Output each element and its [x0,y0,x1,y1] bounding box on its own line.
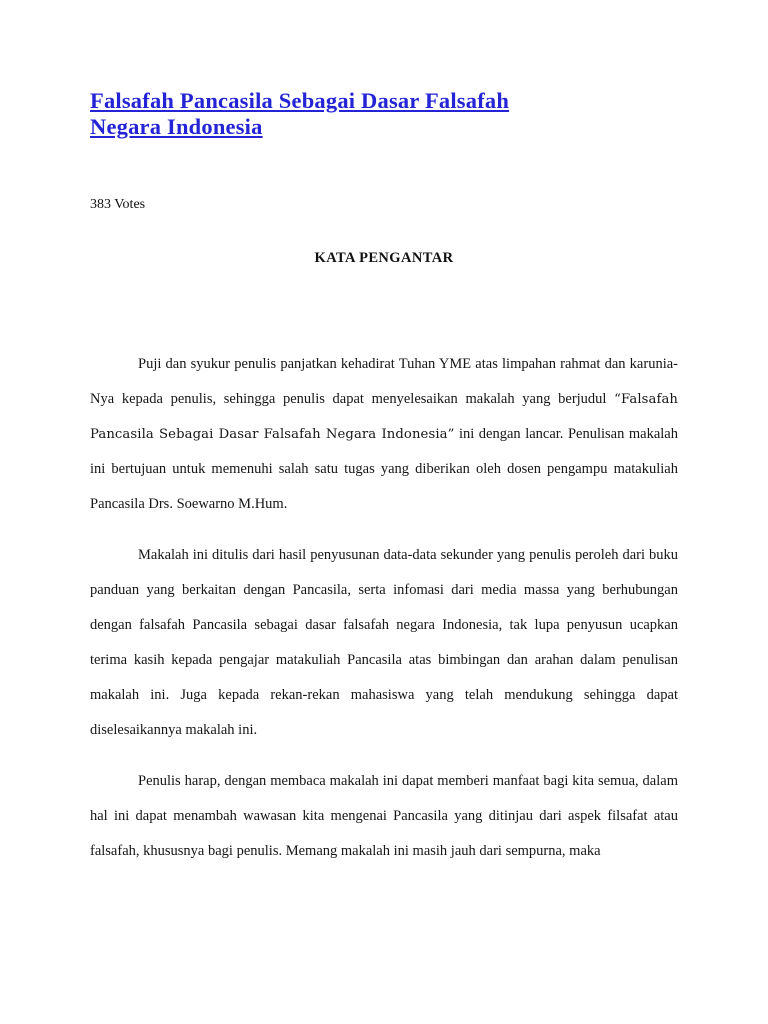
paragraph-1-text: Puji dan syukur penulis panjatkan kehadirat Tuhan YME atas limpahan rahmat dan karunia-Nya kepada penulis, sehingga penulis dapat menyelesaikan makalah yang berjudul [90,356,678,407]
votes-count: 383 Votes [90,197,146,212]
paragraph-2: Makalah ini ditulis dari hasil penyusunan data-data sekunder yang penulis peroleh dari buku panduan yang berkaitan dengan Pancasila, serta infomasi dari media massa yang berhubungan dengan falsafah Pancasila sebagai dasar falsafah negara Indonesia, tak lupa penyusun ucapkan terima kasih kepada pengajar matakuliah Pancasila atas bimbingan dan arahan dalam penulisan makalah ini. Juga kepada rekan-rekan mahasiswa yang telah mendukung sehingga dapat diselesaikannya makalah ini. [90,547,678,738]
page-title [90,88,555,140]
paragraph-1 [90,347,678,522]
paragraph-1-quoted-title: “Falsafah Pancasila Sebagai Dasar Falsafah Negara Indonesia” [90,392,678,442]
document-title-link[interactable]: Falsafah Pancasila Sebagai Dasar Falsafah Negara Indonesia [90,88,510,139]
paragraph-3: Penulis harap, dengan membaca makalah ini dapat memberi manfaat bagi kita semua, dalam hal ini dapat menambah wawasan kita mengenai Pancasila yang ditinjau dari aspek filsafat atau falsafah, khususnya bagi penulis. Memang makalah ini masih jauh dari sempurna, maka [90,773,678,859]
section-heading: KATA PENGANTAR [314,250,454,266]
document-body [90,347,678,869]
paragraph-1-text-continued: ini dengan lancar. Penulisan makalah ini bertujuan untuk memenuhi salah satu tugas yang diberikan oleh dosen pengampu matakuliah Pancasila Drs. Soewarno M.Hum. [90,426,678,512]
